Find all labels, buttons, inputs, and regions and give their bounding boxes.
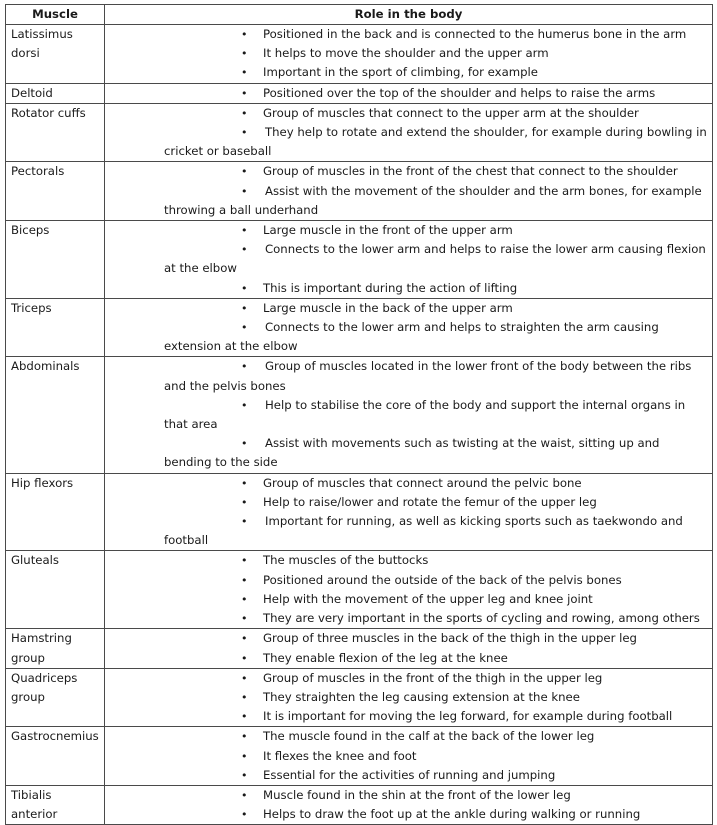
list-item (105, 162, 708, 181)
role-list (105, 162, 708, 220)
role-cell (105, 785, 713, 824)
list-item (105, 727, 708, 746)
role-text: Help to raise/lower and rotate the femur of the upper leg (263, 494, 597, 509)
bullet-icon: • (241, 126, 248, 140)
role-list (105, 84, 708, 103)
role-list (105, 25, 708, 83)
bullet-icon: • (241, 398, 248, 412)
role-list (105, 629, 708, 667)
bullet-icon: • (241, 573, 248, 587)
bullet-icon: • (241, 165, 248, 179)
header-row (6, 5, 713, 25)
role-text: This is important during the action of lifting (263, 280, 518, 295)
role-cell (105, 629, 713, 668)
bullet-icon: • (241, 690, 248, 704)
role-text: Assist with movements such as twisting at the waist, sitting up and bending to the side (164, 436, 660, 470)
list-item (105, 493, 708, 512)
role-list (105, 299, 708, 357)
list-item (105, 609, 708, 628)
muscle-name-cell: Latissimus dorsi (6, 25, 105, 84)
role-list (105, 551, 708, 628)
table-row (6, 357, 713, 473)
role-text: They help to rotate and extend the shoulder, for example during bowling in cricket or baseball (164, 125, 707, 159)
table-row (6, 551, 713, 629)
bullet-icon: • (241, 437, 248, 451)
table-row (6, 629, 713, 668)
table-row (6, 473, 713, 551)
header-role: Role in the body (105, 5, 713, 25)
bullet-icon: • (241, 495, 248, 509)
bullet-icon: • (241, 476, 248, 490)
muscle-name-cell: Biceps (6, 221, 105, 299)
bullet-icon: • (241, 224, 248, 238)
list-item (105, 182, 708, 220)
role-text: Group of muscles that connect around the pelvic bone (263, 475, 582, 490)
role-text: Large muscle in the back of the upper arm (263, 300, 513, 315)
role-text: Positioned over the top of the shoulder and helps to raise the arms (263, 85, 656, 100)
muscle-name-cell: Deltoid (6, 83, 105, 103)
list-item (105, 707, 708, 726)
role-text: Group of muscles in the front of the chest that connect to the shoulder (263, 164, 678, 179)
role-text: Group of three muscles in the back of the thigh in the upper leg (263, 631, 637, 646)
role-cell (105, 727, 713, 786)
bullet-icon: • (241, 184, 248, 198)
role-text: Group of muscles in the front of the thigh in the upper leg (263, 670, 603, 685)
role-list (105, 474, 708, 551)
role-cell (105, 551, 713, 629)
role-text: Large muscle in the front of the upper arm (263, 223, 513, 238)
role-list (105, 104, 708, 162)
bullet-icon: • (241, 710, 248, 724)
bullet-icon: • (241, 671, 248, 685)
role-cell (105, 25, 713, 84)
table-row (6, 25, 713, 84)
table-row (6, 162, 713, 221)
list-item (105, 279, 708, 298)
role-text: Group of muscles located in the lower front of the body between the ribs and the pelvis bones (164, 359, 692, 393)
muscle-name-cell: Hamstring group (6, 629, 105, 668)
role-cell (105, 473, 713, 551)
table-row (6, 785, 713, 824)
muscle-name-cell: Tibialis anterior (6, 785, 105, 824)
bullet-icon: • (241, 749, 248, 763)
role-text: They are very important in the sports of cycling and rowing, among others (263, 611, 700, 626)
list-item (105, 474, 708, 493)
role-text: They straighten the leg causing extension at the knee (263, 689, 580, 704)
muscle-name-cell: Gastrocnemius (6, 727, 105, 786)
list-item (105, 590, 708, 609)
bullet-icon: • (241, 243, 248, 257)
role-cell (105, 668, 713, 727)
table-row (6, 103, 713, 162)
bullet-icon: • (241, 321, 248, 335)
muscle-name-cell: Triceps (6, 298, 105, 357)
bullet-icon: • (241, 515, 248, 529)
bullet-icon: • (241, 632, 248, 646)
muscle-name-cell: Gluteals (6, 551, 105, 629)
bullet-icon: • (241, 651, 248, 665)
role-text: Assist with the movement of the shoulder and the arm bones, for example throwing a ball underhand (164, 183, 702, 217)
role-text: Positioned around the outside of the back of the pelvis bones (263, 572, 622, 587)
role-text: Connects to the lower arm and helps to straighten the arm causing extension at the elbow (164, 320, 659, 354)
role-cell (105, 221, 713, 299)
list-item (105, 551, 708, 570)
list-item (105, 318, 708, 356)
role-cell (105, 357, 713, 473)
role-cell (105, 298, 713, 357)
list-item (105, 123, 708, 161)
muscle-table (5, 4, 713, 825)
list-item (105, 221, 708, 240)
bullet-icon: • (241, 768, 248, 782)
list-item (105, 44, 708, 63)
bullet-icon: • (241, 28, 248, 41)
list-item (105, 104, 708, 123)
list-item (105, 805, 708, 824)
list-item (105, 63, 708, 82)
role-text: Muscle found in the shin at the front of the lower leg (263, 787, 571, 802)
bullet-icon: • (241, 612, 248, 626)
table-row (6, 83, 713, 103)
bullet-icon: • (241, 554, 248, 568)
list-item (105, 434, 708, 472)
role-text: They enable flexion of the leg at the knee (263, 650, 508, 665)
role-text: It is important for moving the leg forward, for example during football (263, 709, 673, 724)
role-text: Help with the movement of the upper leg and knee joint (263, 591, 593, 606)
bullet-icon: • (241, 301, 248, 315)
list-item (105, 240, 708, 278)
role-text: Positioned in the back and is connected to the humerus bone in the arm (263, 27, 687, 41)
list-item (105, 512, 708, 550)
bullet-icon: • (241, 66, 248, 80)
list-item (105, 766, 708, 785)
muscle-name-cell: Rotator cuffs (6, 103, 105, 162)
list-item (105, 25, 708, 44)
bullet-icon: • (241, 86, 248, 100)
muscle-table-container (5, 4, 712, 825)
list-item (105, 84, 708, 103)
bullet-icon: • (241, 592, 248, 606)
table-row (6, 668, 713, 727)
muscle-name-cell: Hip flexors (6, 473, 105, 551)
role-cell (105, 83, 713, 103)
list-item (105, 357, 708, 395)
role-text: Important in the sport of climbing, for example (263, 65, 538, 80)
role-text: It helps to move the shoulder and the upper arm (263, 46, 549, 61)
bullet-icon: • (241, 808, 248, 822)
table-body (6, 25, 713, 825)
muscle-name-cell: Pectorals (6, 162, 105, 221)
list-item (105, 688, 708, 707)
muscle-name-cell: Abdominals (6, 357, 105, 473)
bullet-icon: • (241, 47, 248, 61)
bullet-icon: • (241, 788, 248, 802)
role-text: Help to stabilise the core of the body and support the internal organs in that area (164, 397, 686, 432)
table-row (6, 221, 713, 299)
muscle-name-cell: Quadriceps group (6, 668, 105, 727)
role-text: The muscles of the buttocks (263, 553, 429, 568)
role-text: Group of muscles that connect to the upper arm at the shoulder (263, 105, 639, 120)
bullet-icon: • (241, 730, 248, 744)
list-item (105, 299, 708, 318)
role-list (105, 669, 708, 727)
header-muscle: Muscle (6, 5, 105, 25)
list-item (105, 396, 708, 434)
role-text: Helps to draw the foot up at the ankle during walking or running (263, 807, 641, 822)
role-text: Important for running, as well as kicking sports such as taekwondo and football (164, 514, 683, 548)
list-item (105, 649, 708, 668)
list-item (105, 629, 708, 648)
bullet-icon: • (241, 281, 248, 295)
table-row (6, 298, 713, 357)
role-list (105, 221, 708, 298)
role-cell (105, 103, 713, 162)
bullet-icon: • (241, 360, 248, 374)
list-item (105, 571, 708, 590)
role-list (105, 786, 708, 824)
role-cell (105, 162, 713, 221)
role-text: The muscle found in the calf at the back of the lower leg (263, 729, 595, 744)
role-text: Connects to the lower arm and helps to raise the lower arm causing flexion at the elbow (164, 242, 706, 276)
bullet-icon: • (241, 106, 248, 120)
list-item (105, 669, 708, 688)
role-text: Essential for the activities of running and jumping (263, 767, 556, 782)
table-row (6, 727, 713, 786)
role-list (105, 727, 708, 785)
role-list (105, 357, 708, 472)
list-item (105, 747, 708, 766)
role-text: It flexes the knee and foot (263, 748, 417, 763)
list-item (105, 786, 708, 805)
